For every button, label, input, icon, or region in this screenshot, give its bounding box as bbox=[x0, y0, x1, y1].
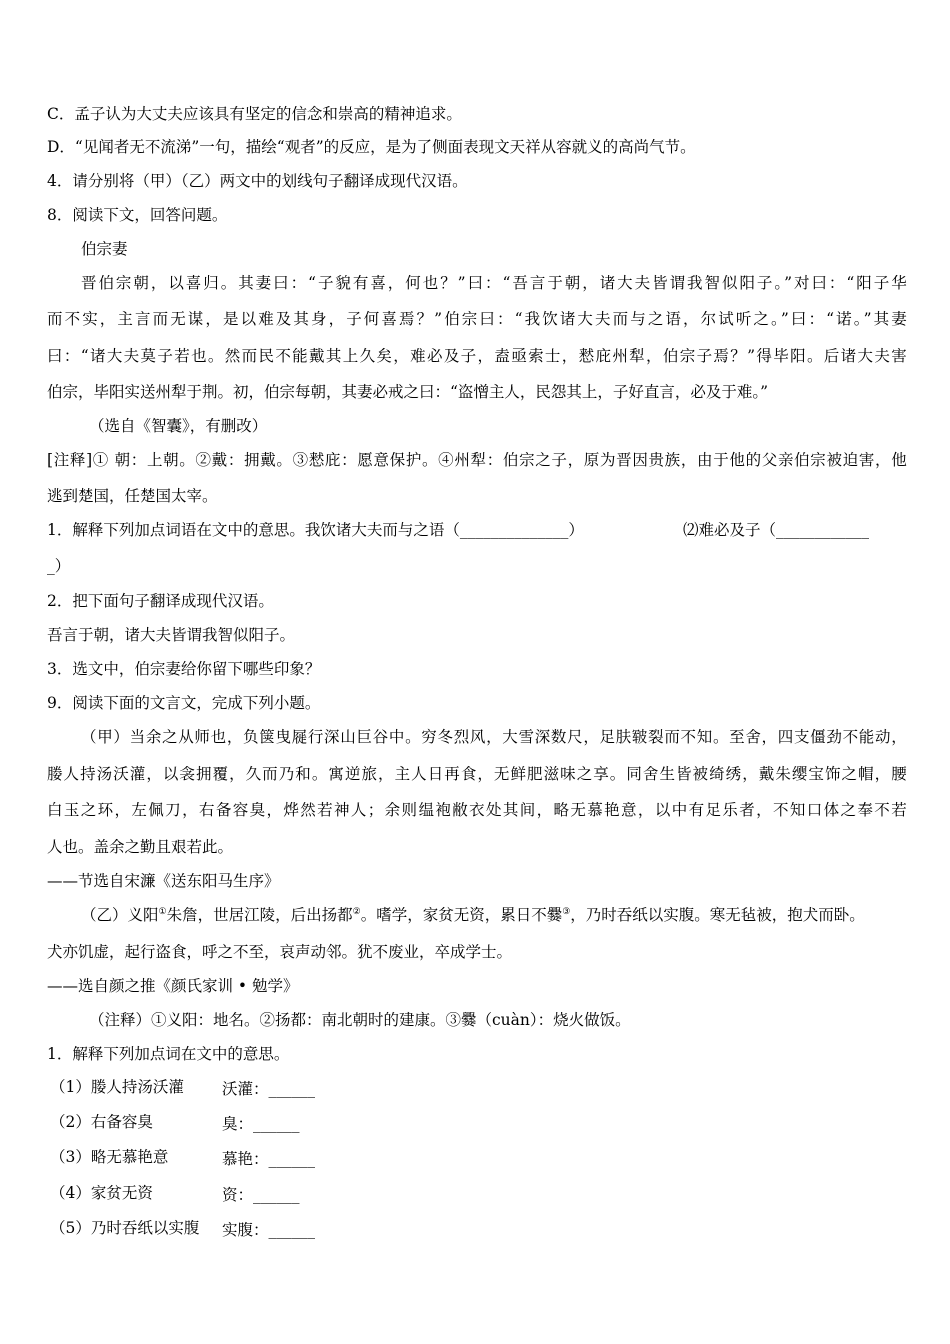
passage-line: 晋伯宗朝，以喜归。其妻曰：“子貌有喜，何也？”曰：“吾言于朝，诸大夫皆谓我智似阳子。”对曰：“阳子华 bbox=[81, 274, 907, 292]
subquestion-1-part-2: ⑵难必及子（____________ bbox=[683, 521, 870, 539]
subquestion-1: 1．解释下列加点词语在文中的意思。我饮诸大夫而与之语（______________） bbox=[47, 521, 584, 539]
annotation-line: 逃到楚国，任楚国太宰。 bbox=[47, 487, 218, 505]
vocab-phrase: （3）略无慕艳意 bbox=[50, 1148, 169, 1166]
subquestion-2: 2．把下面句子翻译成现代汉语。 bbox=[47, 592, 274, 610]
passage-a-line: 人也。盖余之勤且艰若此。 bbox=[47, 838, 234, 856]
passage-a-line: 白玉之环，左佩刀，右备容臭，烨然若神人；余则缊袍敝衣处其间，略无慕艳意，以中有足乐者，不知口体之奉不若 bbox=[47, 801, 907, 819]
passage-line: 曰：“诸大夫莫子若也。然而民不能戴其上久矣，难必及子，盍亟索士，慭庇州犁，伯宗子焉？”得毕阳。后诸大夫害 bbox=[47, 347, 907, 365]
vocab-phrase: （2）右备容臭 bbox=[50, 1113, 153, 1131]
question-9-heading: 9．阅读下面的文言文，完成下列小题。 bbox=[47, 694, 321, 712]
question-4: 4．请分别将（甲）（乙）两文中的划线句子翻译成现代汉语。 bbox=[47, 172, 468, 190]
passage-a-source: ——节选自宋濂《送东阳马生序》 bbox=[47, 872, 280, 890]
annotation-line: [注释]① 朝：上朝。②戴：拥戴。③慭庇：愿意保护。④州犁：伯宗之子，原为晋因贵族，由于他的父亲伯宗被迫害，他 bbox=[47, 451, 907, 469]
vocab-answer: 实腹：______ bbox=[222, 1221, 316, 1239]
question-8-heading: 8．阅读下文，回答问题。 bbox=[47, 206, 228, 224]
vocab-answer: 慕艳：______ bbox=[222, 1150, 316, 1168]
subquestion-1-wrap: _） bbox=[47, 557, 71, 575]
passage-line: 而不实，主言而无谋，是以难及其身，子何喜焉？”伯宗曰：“我饮诸大夫而与之语，尔试听之。”曰：“诺。”其妻 bbox=[47, 310, 907, 328]
subquestion-3: 3．选文中，伯宗妻给你留下哪些印象？ bbox=[47, 660, 321, 678]
vocab-answer: 臭：______ bbox=[222, 1115, 300, 1133]
passage-a-line: （甲）当余之从师也，负箧曳屣行深山巨谷中。穷冬烈风，大雪深数尺，足肤皲裂而不知。至舍，四支僵劲不能动， bbox=[81, 728, 907, 746]
passage-b-annotation: （注释）①义阳：地名。②扬都：南北朝时的建康。③爨（cuàn）：烧火做饭。 bbox=[89, 1011, 631, 1029]
vocab-phrase: （4）家贫无资 bbox=[50, 1184, 153, 1202]
passage-b-line: 犬亦饥虚，起行盗食，呼之不至，哀声动邻。犹不废业，卒成学士。 bbox=[47, 943, 513, 961]
question-9-sub-1: 1．解释下列加点词在文中的意思。 bbox=[47, 1045, 290, 1063]
translation-sentence: 吾言于朝，诸大夫皆谓我智似阳子。 bbox=[47, 626, 296, 644]
vocab-phrase: （1）媵人持汤沃灌 bbox=[50, 1078, 184, 1096]
vocab-answer: 沃灌：______ bbox=[222, 1080, 316, 1098]
vocab-answer: 资：______ bbox=[222, 1186, 300, 1204]
option-c: C．孟子认为大丈夫应该具有坚定的信念和崇高的精神追求。 bbox=[47, 105, 462, 123]
passage-title: 伯宗妻 bbox=[81, 240, 128, 258]
option-d: D．“见闻者无不流涕”一句，描绘“观者”的反应，是为了侧面表现文天祥从容就义的高尚气节。 bbox=[47, 138, 696, 156]
passage-a-line: 媵人持汤沃灌，以衾拥覆，久而乃和。寓逆旅，主人日再食，无鲜肥滋味之享。同舍生皆被绮绣，戴朱缨宝饰之帽，腰 bbox=[47, 765, 907, 783]
passage-b-line: （乙）义阳①朱詹，世居江陵，后出扬都②。嗜学，家贫无资，累日不爨③，乃时吞纸以实腹。寒无毡被，抱犬而卧。 bbox=[81, 906, 865, 924]
passage-source: （选自《智囊》，有删改） bbox=[89, 417, 268, 435]
passage-line: 伯宗，毕阳实送州犁于荆。初，伯宗每朝，其妻必戒之曰：“盗憎主人，民怨其上，子好直言，必及于难。” bbox=[47, 383, 769, 401]
vocab-phrase: （5）乃时吞纸以实腹 bbox=[50, 1219, 200, 1237]
passage-b-source: ——选自颜之推《颜氏家训 • 勉学》 bbox=[47, 977, 299, 995]
